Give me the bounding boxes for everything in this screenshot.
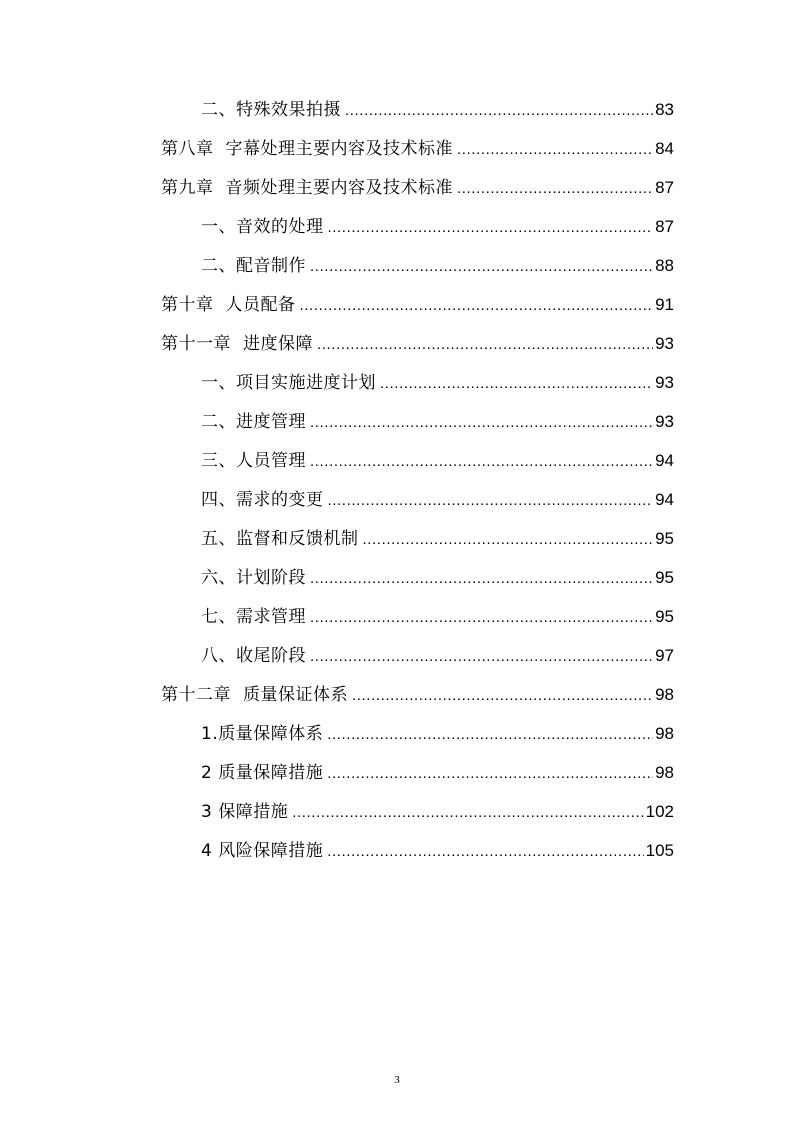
toc-entry-title: 二、进度管理: [201, 412, 306, 432]
page-number: 3: [394, 1074, 400, 1086]
toc-entry-title: 第九章 音频处理主要内容及技术标准: [161, 178, 453, 198]
toc-leader-dots: [363, 527, 654, 553]
toc-leader-dots: [310, 449, 653, 475]
toc-entry[interactable]: [201, 409, 674, 448]
toc-entry-page: 93: [655, 412, 674, 431]
toc-entry[interactable]: [161, 292, 674, 331]
toc-entry-page: 87: [655, 217, 674, 236]
toc-entry[interactable]: [161, 331, 674, 370]
toc-entry[interactable]: [201, 643, 674, 682]
toc-entry-page: 102: [645, 802, 674, 821]
toc-leader-dots: [328, 488, 654, 514]
toc-chapter-label: 第十章: [161, 295, 214, 315]
toc-entry-page: 98: [655, 763, 674, 782]
toc-entry[interactable]: [201, 799, 674, 838]
toc-entry[interactable]: [201, 526, 674, 565]
toc-leader-dots: [327, 722, 653, 748]
toc-entry-title: 第八章 字幕处理主要内容及技术标准: [161, 139, 453, 159]
toc-entry[interactable]: [161, 682, 674, 721]
toc-entry-title: 第十一章 进度保障: [161, 334, 313, 354]
toc-leader-dots: [310, 605, 653, 631]
toc-entry-title: 七、需求管理: [201, 607, 306, 627]
toc-entry-page: 105: [645, 841, 674, 860]
toc-leader-dots: [292, 800, 643, 826]
toc-entry[interactable]: [201, 97, 674, 136]
toc-entry-title: 四、需求的变更: [201, 490, 324, 510]
toc-entry-page: 93: [655, 373, 674, 392]
toc-entry-page: 95: [655, 568, 674, 587]
toc-entry[interactable]: [161, 136, 674, 175]
toc-entry-title: 1.质量保障体系: [201, 724, 324, 744]
toc-entry-title: 3 保障措施: [201, 802, 289, 822]
toc-entry-title: 八、收尾阶段: [201, 646, 306, 666]
toc-chapter-label: 第九章: [161, 178, 214, 198]
toc-chapter-label: 第八章: [161, 139, 214, 159]
toc-leader-dots: [300, 293, 654, 319]
toc-entry-page: 84: [655, 139, 674, 158]
toc-leader-dots: [345, 98, 653, 124]
toc-entry-page: 83: [655, 100, 674, 119]
toc-leader-dots: [457, 176, 653, 202]
toc-leader-dots: [328, 215, 654, 241]
toc-entry-title: 六、计划阶段: [201, 568, 306, 588]
toc-entry-page: 95: [655, 529, 674, 548]
toc-chapter-label: 第十一章: [161, 334, 231, 354]
toc-leader-dots: [310, 254, 653, 280]
toc-entry-page: 95: [655, 607, 674, 626]
toc-entry-page: 88: [655, 256, 674, 275]
toc-entry-title: 三、人员管理: [201, 451, 306, 471]
toc-entry-page: 94: [655, 490, 674, 509]
toc-entry[interactable]: [201, 721, 674, 760]
toc-entry-title: 五、监督和反馈机制: [201, 529, 359, 549]
toc-entry-page: 98: [655, 685, 674, 704]
toc-entry-title: 2 质量保障措施: [201, 763, 324, 783]
toc-entry-title: 一、项目实施进度计划: [201, 373, 376, 393]
toc-leader-dots: [310, 566, 653, 592]
toc-chapter-label: 第十二章: [161, 685, 231, 705]
toc-entry-page: 97: [655, 646, 674, 665]
toc-entry-title: 4 风险保障措施: [201, 841, 324, 861]
toc-entry[interactable]: [201, 604, 674, 643]
toc-leader-dots: [352, 683, 653, 709]
toc-entry-page: 98: [655, 724, 674, 743]
toc-entry-title: 第十二章 质量保证体系: [161, 685, 348, 705]
toc-entry-title: 二、配音制作: [201, 256, 306, 276]
toc-entry-title: 一、音效的处理: [201, 217, 324, 237]
toc-entry[interactable]: [201, 370, 674, 409]
toc-leader-dots: [327, 761, 653, 787]
table-of-contents: [0, 97, 794, 877]
toc-entry-title: 二、特殊效果拍摄: [201, 100, 341, 120]
toc-entry-page: 91: [655, 295, 674, 314]
toc-entry[interactable]: [201, 838, 674, 877]
toc-entry[interactable]: [201, 760, 674, 799]
toc-entry[interactable]: [201, 253, 674, 292]
toc-leader-dots: [310, 410, 653, 436]
toc-leader-dots: [457, 137, 653, 163]
toc-entry[interactable]: [201, 487, 674, 526]
toc-entry-page: 87: [655, 178, 674, 197]
toc-entry[interactable]: [201, 565, 674, 604]
toc-entry-page: 93: [655, 334, 674, 353]
toc-entry[interactable]: [201, 214, 674, 253]
toc-leader-dots: [380, 371, 653, 397]
toc-entry[interactable]: [201, 448, 674, 487]
toc-leader-dots: [317, 332, 653, 358]
toc-entry[interactable]: [161, 175, 674, 214]
toc-entry-page: 94: [655, 451, 674, 470]
toc-leader-dots: [310, 644, 653, 670]
toc-leader-dots: [327, 839, 643, 865]
toc-entry-title: 第十章 人员配备: [161, 295, 296, 315]
